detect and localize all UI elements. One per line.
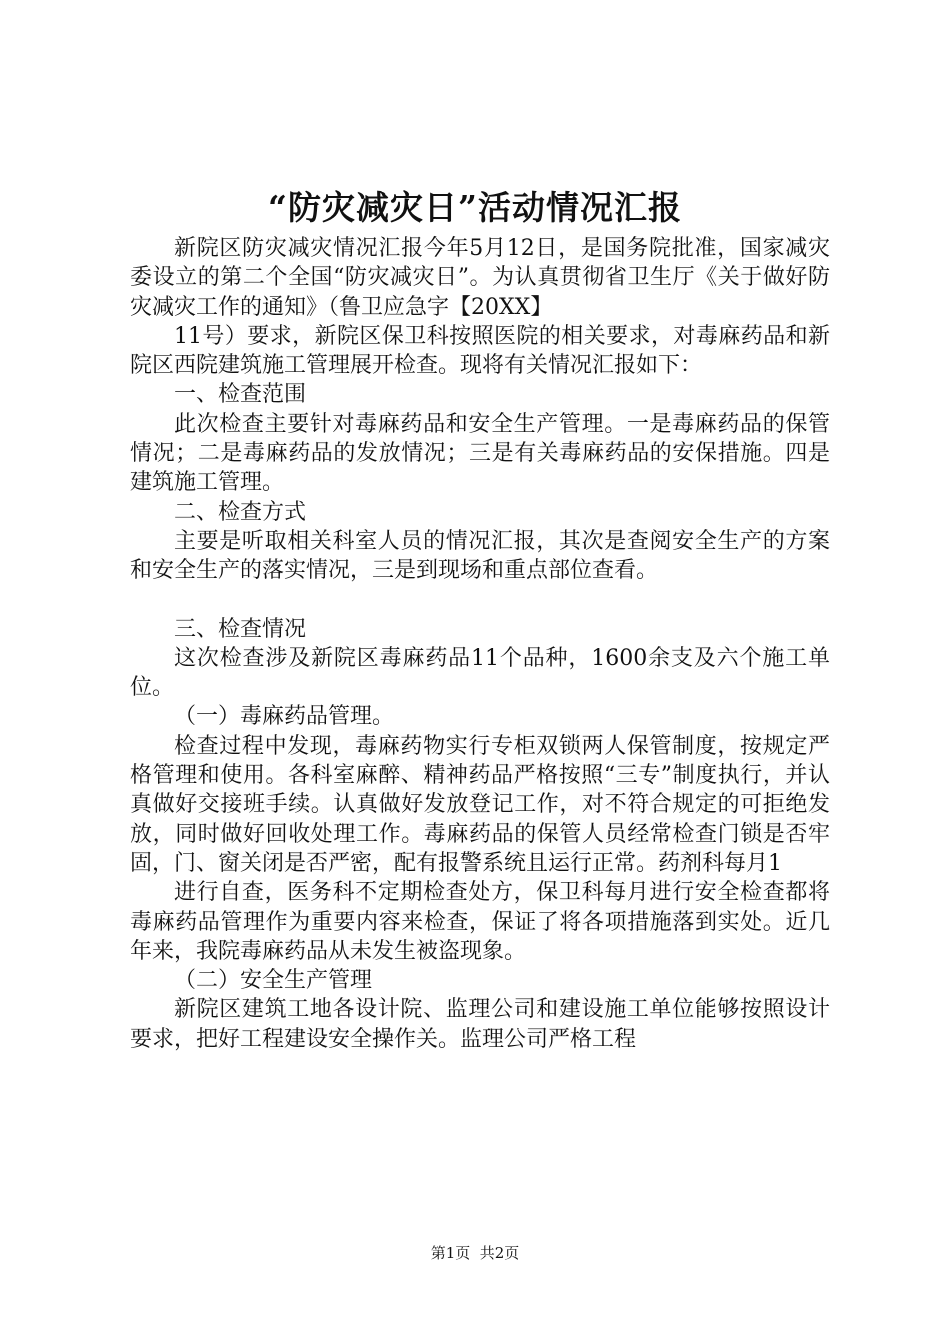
paragraph-intro: 新院区防灾减灾情况汇报今年5月12日，是国务院批准，国家减灾委设立的第二个全国“防灾减灾日”。为认真贯彻省卫生厅《关于做好防灾减灾工作的通知》（鲁卫应急字【20XX】 <box>130 236 830 320</box>
paragraph-drugs: 检查过程中发现，毒麻药物实行专柜双锁两人保管制度，按规定严格管理和使用。各科室麻醉、精神药品严格按照“三专”制度执行，并认真做好交接班手续。认真做好发放登记工作，对不符合规定的可拒绝发放，同时做好回收处理工作。毒麻药品的保管人员经常检查门锁是否牢固，门、窗关闭是否严密，配有报警系统且运行正常。药剂科每月1 <box>130 733 830 876</box>
blank-line <box>130 586 830 615</box>
page-footer: 第1页 共2页 <box>430 1244 520 1262</box>
section-heading-method: 二、检查方式 <box>174 499 307 525</box>
subsection-heading-drugs: （一）毒麻药品管理。 <box>174 704 395 730</box>
paragraph-findings-summary: 这次检查涉及新院区毒麻药品11个品种，1600余支及六个施工单位。 <box>130 645 830 701</box>
paragraph-scope: 此次检查主要针对毒麻药品和安全生产管理。一是毒麻药品的保管情况；二是毒麻药品的发放情况；三是有关毒麻药品的安保措施。四是建筑施工管理。 <box>130 411 830 496</box>
paragraph-safety: 新院区建筑工地各设计院、监理公司和建设施工单位能够按照设计要求，把好工程建设安全操作关。监理公司严格工程 <box>130 997 830 1052</box>
document-title: “防灾减灾日”活动情况汇报 <box>268 188 682 227</box>
section-heading-scope: 一、检查范围 <box>174 382 307 408</box>
document-body <box>130 234 830 1054</box>
subsection-heading-safety: （二）安全生产管理 <box>174 968 373 994</box>
section-heading-findings: 三、检查情况 <box>174 616 307 642</box>
paragraph-requirement: 11号）要求，新院区保卫科按照医院的相关要求，对毒麻药品和新院区西院建筑施工管理展开检查。现将有关情况汇报如下： <box>130 323 830 379</box>
paragraph-method: 主要是听取相关科室人员的情况汇报，其次是查阅安全生产的方案和安全生产的落实情况，三是到现场和重点部位查看。 <box>130 528 830 584</box>
paragraph-drugs-continued: 进行自查，医务科不定期检查处方，保卫科每月进行安全检查都将毒麻药品管理作为重要内容来检查，保证了将各项措施落到实处。近几年来，我院毒麻药品从未发生被盗现象。 <box>130 880 830 964</box>
